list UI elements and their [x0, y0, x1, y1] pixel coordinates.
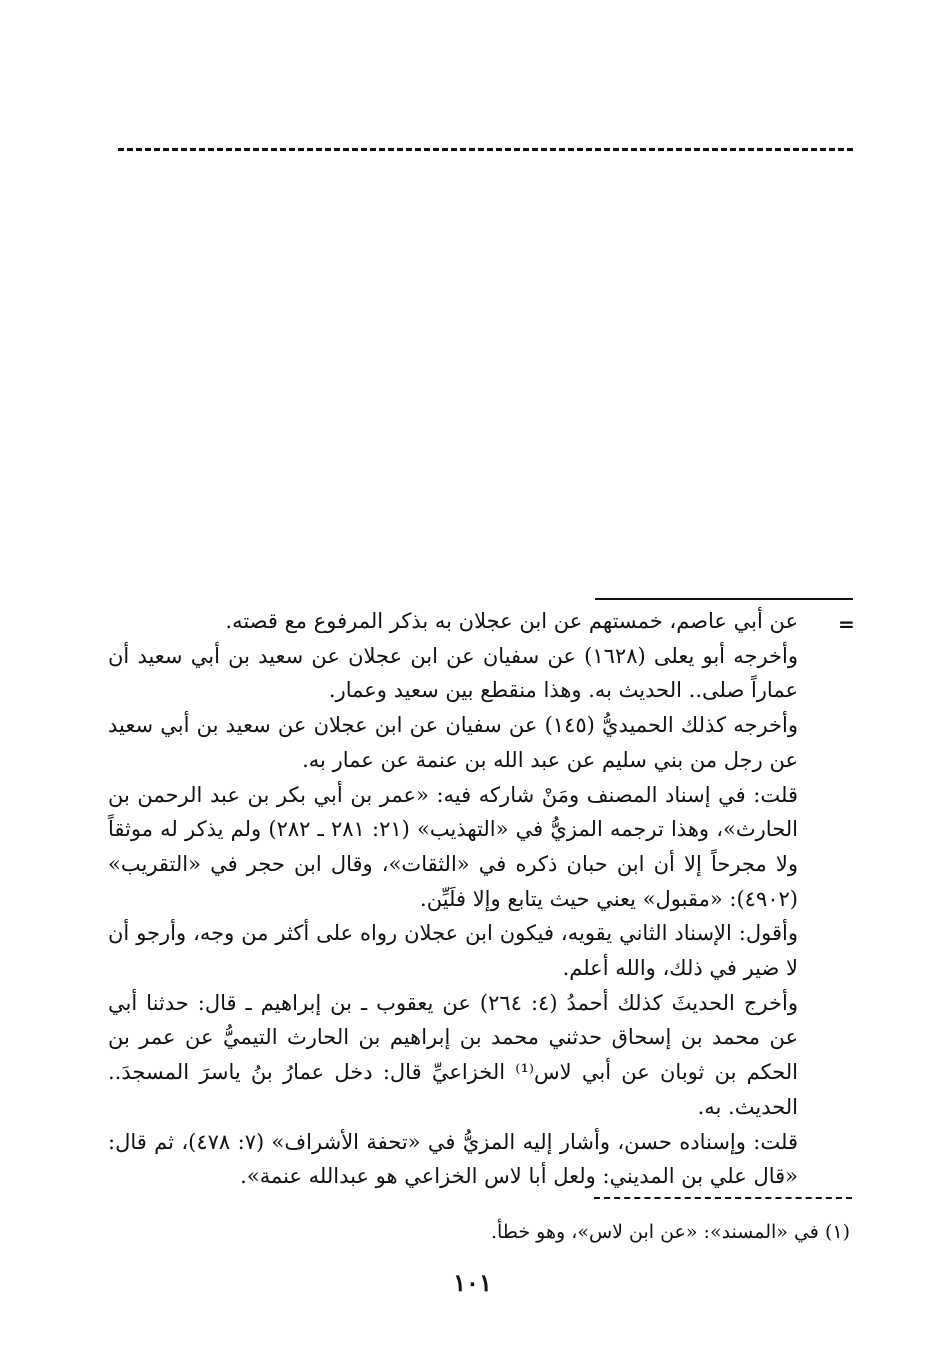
- paragraph: وأقول: الإسناد الثاني يقويه، فيكون ابن عجلان رواه على أكثر من وجه، وأرجو أن لا ضير في ذلك، والله أعلم.: [108, 921, 798, 981]
- footnote-dashed-separator: [594, 1197, 852, 1199]
- paragraph: وأخرجه كذلك الحميديُّ (١٤٥) عن سفيان عن ابن عجلان عن سعيد بن أبي سعيد عن رجل من بني سليم عن عبد الله بن عنمة عن عمار به.: [108, 713, 798, 772]
- top-dashed-separator: [118, 148, 853, 151]
- footnote-body: [108, 604, 798, 1194]
- paragraph: عن أبي عاصم، خمستهم عن ابن عجلان به بذكر المرفوع مع قصته.: [225, 609, 798, 633]
- page-number: ١٠١: [453, 1268, 492, 1297]
- footnote: [400, 1217, 850, 1247]
- paragraph: قلت: في إسناد المصنف ومَنْ شاركه فيه: «عمر بن أبي بكر بن عبد الرحمن بن الحارث»، وهذا ترجمه المزيُّ في «التهذيب» (٢١: ٢٨١ ـ ٢٨٢) ولم يذكر له موثقاً ولا مجرحاً إلا أن ابن حبان ذكره في «الثقات»، وقال ابن حجر في «التقريب» (٤٩٠٢): «مقبول» يعني حيث يتابع وإلا فلَيِّن.: [108, 782, 798, 911]
- footnote-text: في «المسند»: «عن ابن لاس»، وهو خطأ.: [490, 1221, 819, 1243]
- footnote-number: (١): [824, 1221, 850, 1243]
- paragraph: وأخرج الحديثَ كذلك أحمدُ (٤: ٢٦٤) عن يعقوب ـ بن إبراهيم ـ قال: حدثنا أبي عن محمد بن إسحاق حدثني محمد بن إبراهيم بن الحارث التيميُّ عن عمر بن الحكم بن ثوبان عن أبي لاس⁽¹⁾ الخزاعيِّ قال: دخل عمارُ بنُ ياسرَ المسجدَ.. الحديث. به.: [108, 990, 798, 1119]
- footnote-continuation-rule: [595, 598, 853, 600]
- paragraph: وأخرجه أبو يعلى (١٦٢٨) عن سفيان عن ابن عجلان عن سعيد بن أبي سعيد أن عماراً صلى.. الحديث به. وهذا منقطع بين سعيد وعمار.: [108, 643, 798, 703]
- continuation-mark: =: [838, 612, 855, 636]
- paragraph: قلت: وإسناده حسن، وأشار إليه المزيُّ في «تحفة الأشراف» (٧: ٤٧٨)، ثم قال: «قال علي بن المديني: ولعل أبا لاس الخزاعي هو عبدالله عنمة».: [108, 1129, 798, 1189]
